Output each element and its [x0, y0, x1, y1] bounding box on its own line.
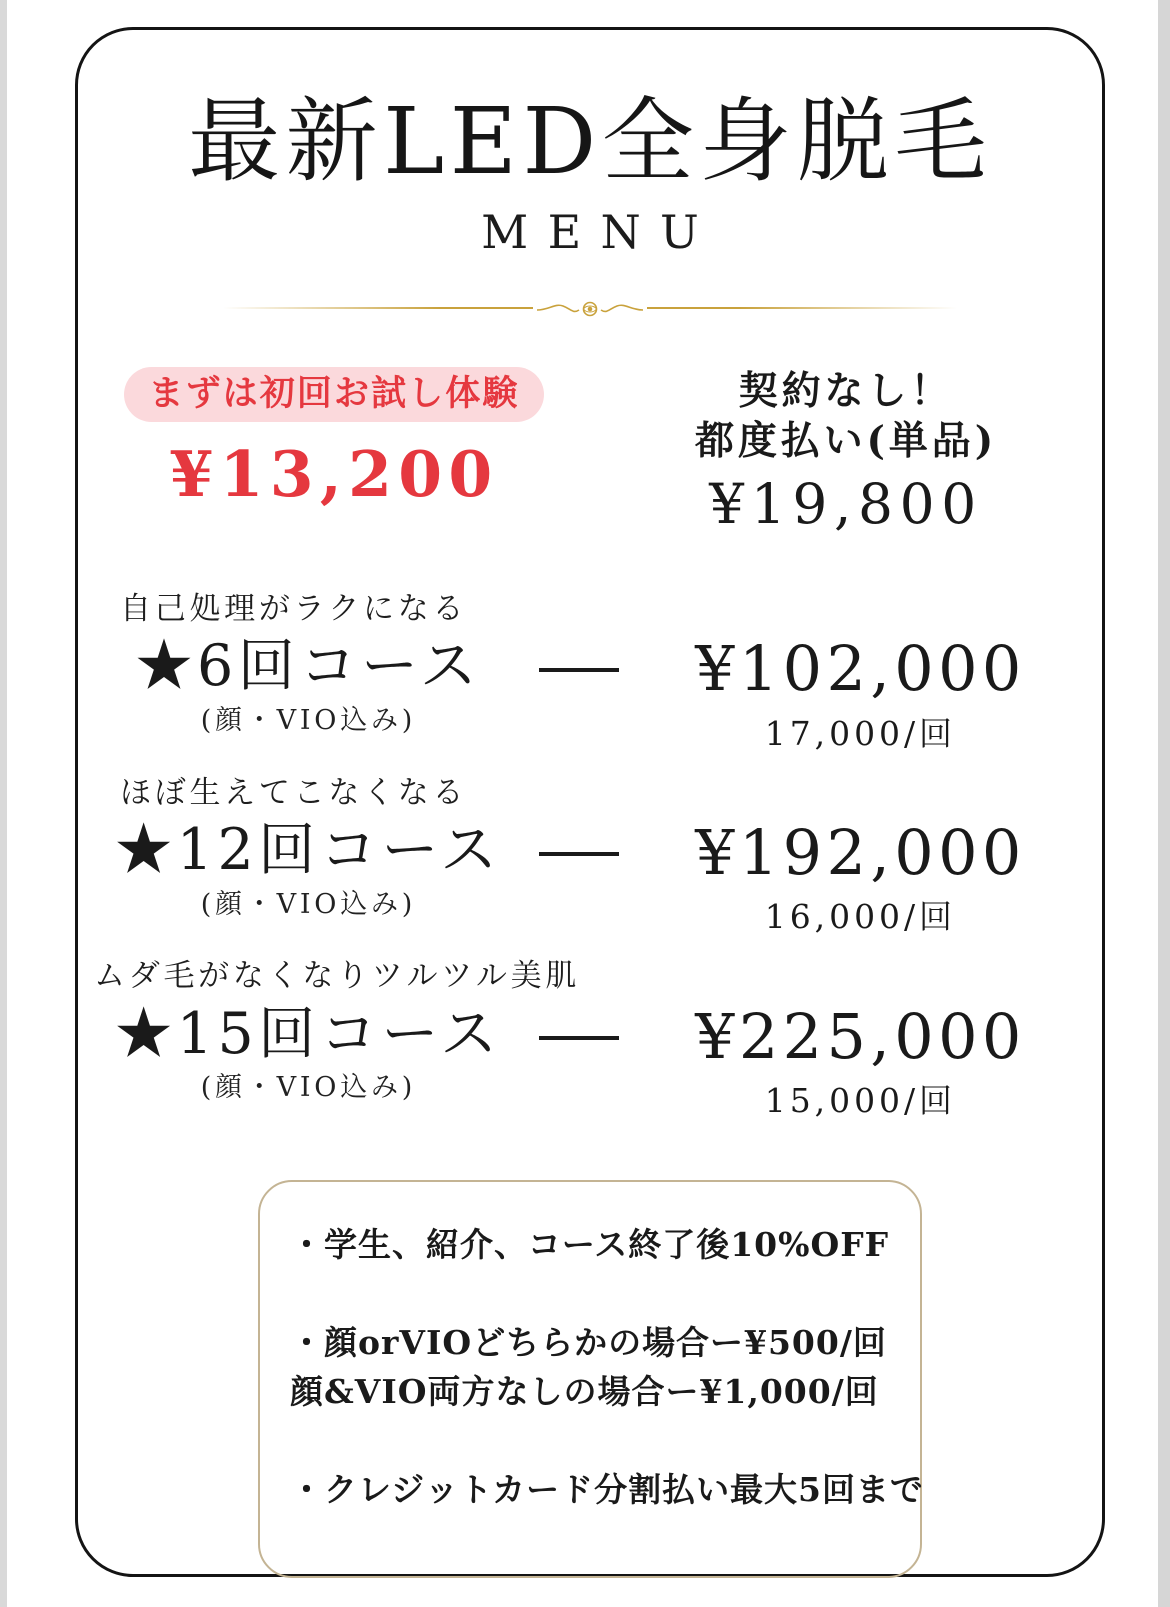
course-per-session: 17,000/回	[764, 713, 957, 753]
course-price-block	[619, 634, 1102, 754]
menu-card-frame	[75, 27, 1105, 1577]
course-row	[78, 999, 1102, 1122]
course-price: ¥102,000	[695, 632, 1026, 706]
dash-line	[539, 668, 619, 672]
divider-line-left	[223, 307, 533, 309]
single-line1: 契約なし！	[738, 368, 954, 415]
course-12-sessions	[78, 775, 1102, 939]
course-price: ¥225,000	[695, 999, 1026, 1073]
course-tagline: 自己処理がラクになる	[120, 591, 468, 628]
note-options-group	[290, 1318, 896, 1417]
page-subtitle: MENU	[481, 204, 719, 259]
note-discount: ・学生、紹介、コース終了後10%OFF	[290, 1225, 890, 1265]
page-edge-left	[0, 0, 7, 1607]
course-note: (顔・VIO込み)	[200, 1072, 417, 1104]
divider-line-right	[647, 307, 957, 309]
course-price-block	[619, 999, 1102, 1122]
course-note: (顔・VIO込み)	[200, 704, 417, 736]
dash-line	[539, 1036, 619, 1040]
course-tagline: ほぼ生えてこなくなる	[120, 774, 468, 811]
course-per-session: 15,000/回	[764, 1081, 957, 1121]
gold-divider	[78, 297, 1102, 319]
course-name-block	[78, 634, 539, 738]
page-title: 最新LED全身脱毛	[188, 88, 992, 195]
single-payment-offer	[590, 367, 1102, 536]
notes-box	[258, 1180, 922, 1578]
course-row	[78, 634, 1102, 754]
note-credit-card: ・クレジットカード分割払い最大5回まで	[290, 1469, 924, 1509]
course-name-block	[78, 818, 539, 922]
note-option-line2: 顔&VIO両方なしの場合ー¥1,000/回	[290, 1372, 879, 1412]
course-name: ★12回コース	[115, 817, 502, 884]
course-per-session: 16,000/回	[764, 897, 957, 937]
course-list	[78, 591, 1102, 1122]
divider-ornament-icon	[535, 297, 645, 319]
course-price-block	[619, 818, 1102, 938]
course-15-sessions	[78, 958, 1102, 1122]
trial-price: ¥13,200	[169, 437, 499, 512]
course-name-block	[78, 1002, 539, 1106]
course-name: ★15回コース	[115, 1000, 502, 1067]
trial-badge: まずは初回お試し体験	[124, 367, 543, 422]
trial-and-single-section	[78, 367, 1102, 536]
course-note: (顔・VIO込み)	[200, 888, 417, 920]
course-6-sessions	[78, 591, 1102, 755]
note-option-line1: ・顔orVIOどちらかの場合ー¥500/回	[290, 1322, 887, 1362]
single-price: ¥19,800	[709, 471, 983, 536]
course-tagline: ムダ毛がなくなりツルツル美肌	[94, 958, 581, 995]
page-edge-right	[1158, 0, 1170, 1607]
trial-offer	[78, 367, 590, 512]
course-name: ★6回コース	[135, 633, 482, 700]
course-price: ¥192,000	[695, 816, 1026, 890]
dash-line	[539, 852, 619, 856]
course-row	[78, 818, 1102, 938]
single-line2: 都度払い(単品)	[694, 418, 998, 465]
